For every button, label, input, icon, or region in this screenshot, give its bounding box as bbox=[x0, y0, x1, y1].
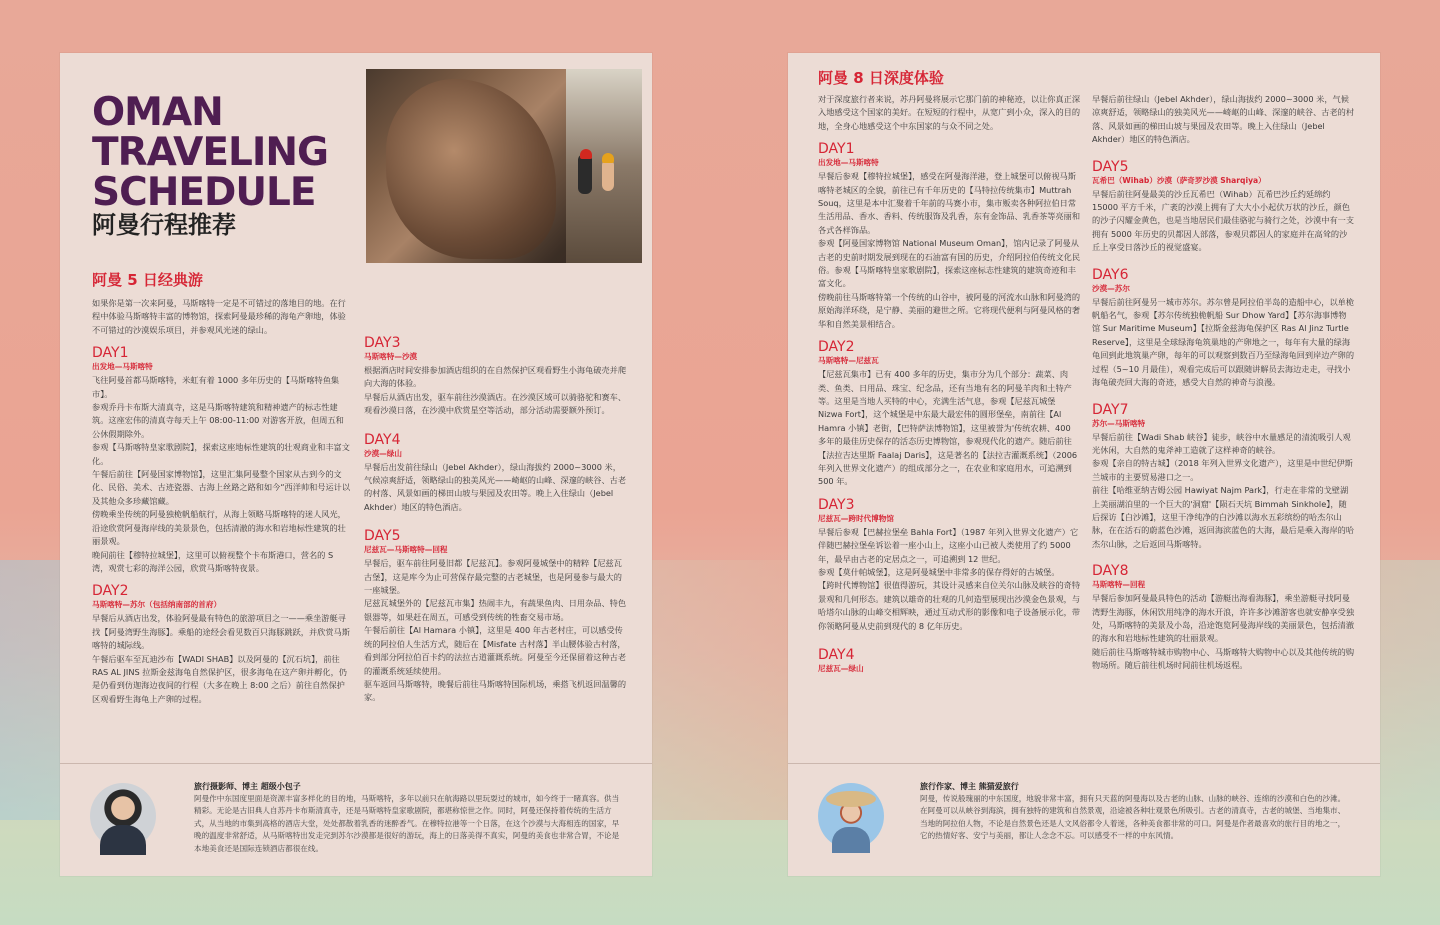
day-route: 出发地—马斯喀特 bbox=[92, 362, 153, 372]
brand-title-line-3: SCHEDULE bbox=[92, 170, 316, 215]
day-route: 出发地—马斯喀特 bbox=[818, 158, 879, 168]
day-description: 早餐后参加阿曼最具特色的活动【游艇出海看海豚】，乘坐游艇寻找阿曼湾野生海豚，休闲饮用纯净的海水开浪，许许多沙滩游客也就安静享受独处，马斯喀特的美景及小岛，沿途饱览阿曼海岸线的美丽景色，包括清澈的海水和岩地标性建筑的壮丽景观。 随后前往马斯喀特城市购物中心、马斯喀特大购物中心以及其他传统的购物场所。随后前往机场时间前往机场返程。 bbox=[1092, 593, 1355, 671]
author-name: 旅行作家、博主 熊猫爱旅行 bbox=[920, 782, 1019, 791]
day-description: 早餐后前往阿曼最美的沙丘瓦希巴（Wihab）瓦希巴沙丘约延绵约 15000 平方千米，广袤的沙漠上拥有了大大小小起伏万状的沙丘，颜色的沙子闪耀金黄色，也是当地居民们最佳骆驼与骑行之处，沙漠中有一支拥有 5000 年历史的贝都因人部落，参观贝都因人的家庭并在高耸的沙丘上享受日落沙丘的视觉盛宴。 bbox=[1092, 188, 1355, 253]
section-title-8day: 阿曼 8 日深度体验 bbox=[818, 69, 944, 87]
author-divider bbox=[60, 763, 652, 764]
right-column-1 bbox=[818, 93, 1080, 676]
day-route: 尼兹瓦—马斯喀特—回程 bbox=[364, 545, 448, 555]
day4-continued: 早餐后前往绿山（Jebel Akhder），绿山海拔约 2000~3000 米，气候凉爽舒适，领略绿山的独美风光——崎岖的山峰、深邃的峡谷、古老的村落、风景如画的梯田山坡与果园及农田等。晚上入住绿山（Jebel Akhder）地区的特色酒店。 bbox=[1092, 94, 1355, 145]
author-divider bbox=[788, 763, 1380, 764]
day-route: 瓦希巴（Wihab）沙漠（萨奇罗沙漠 Sharqiya） bbox=[1092, 175, 1266, 185]
day-block-2 bbox=[818, 339, 1080, 489]
day-route: 马斯喀特—沙漠 bbox=[364, 352, 418, 361]
day-heading: DAY2 bbox=[818, 339, 855, 356]
day-description: 早餐后参观【穆特拉城堡】，感受在阿曼海洋港，登上城堡可以俯视马斯喀特老城区的全貌，前往已有千年历史的【马特拉传统集市】Muttrah Souq，这里是本中汇聚着千年前的马赛小市，集市贩卖各种阿拉伯日常生活用品、香水、香料、传统服饰及乳香，东有金饰品、乳香茶等亮丽和各式各样饰品。 参观【阿曼国家博物馆 National Museum Oman】，馆内记录了阿曼从古老的史前时期发展到现在的石油富有国的历史，介绍阿拉伯传统文化民俗。参观【马斯喀特皇家歌剧院】，探索这座标志性建筑的建筑奇迹和丰富文化。 傍晚前往马斯喀特第一个传统的山谷中，被阿曼的河流水山脉和阿曼湾的原始海洋环绕，是宁静、美丽的避世之所。它将现代便利与阿曼风格的奢华和自然美景相结合。 bbox=[818, 171, 1081, 329]
day-block-3 bbox=[818, 497, 1080, 633]
day-route: 沙漠—苏尔 bbox=[1092, 283, 1130, 293]
day-heading: DAY8 bbox=[1092, 563, 1129, 580]
author-avatar bbox=[90, 783, 156, 849]
day-heading: DAY2 bbox=[92, 583, 129, 600]
brand-title-line-2: TRAVELING bbox=[92, 130, 329, 175]
right-column-2 bbox=[1092, 93, 1354, 672]
section-title-5day: 阿曼 5 日经典游 bbox=[92, 271, 203, 289]
day-heading: DAY4 bbox=[364, 431, 401, 448]
day-route: 马斯喀特—尼兹瓦 bbox=[818, 356, 879, 366]
day-block-5 bbox=[364, 528, 626, 704]
day-route: 马斯喀特—回程 bbox=[1092, 580, 1146, 590]
day-description: 早餐后从酒店出发，体验阿曼最有特色的旅游项目之一——乘坐游艇寻找【阿曼湾野生海豚】。乘船的途经会看见数百只海豚跳跃，并欣赏马斯喀特的城际线。 午餐后驱车至瓦迪沙布【WADI SHAB】以及阿曼的【沉石坑】，前往 RAS AL JINS 拉斯金兹海龟自然保护区，很多海龟在这产卵并孵化，仍是仍看到仿迦海边夜间的行程（大多在晚上 8:00 之后）前往自然保护区观看野生海龟上产卵的过程。 bbox=[92, 613, 350, 704]
day-description: 早餐后前往阿曼另一城市苏尔。苏尔曾是阿拉伯半岛的造船中心，以单桅帆船名气，参观【苏尔传统独桅帆船 Sur Dhow Yard】【苏尔海事博物馆 Sur Maritime Museum】【拉斯金兹海龟保护区 Ras Al Jinz Turtle Reserve】，这里是全球绿海龟筑巢地的产卵地之一，每年有大量的绿海龟回到此地筑巢产卵，每年的可以观察到数百乃至绿海龟回到岸边产卵的过程（5~10 月最佳），观看完成后可以跟随讲解员去海边走走，寻找小海龟破壳回大海的奇迹，感受大自然的神奇与浪漫。 bbox=[1092, 296, 1355, 388]
day-block-6 bbox=[1092, 267, 1354, 390]
author-box bbox=[920, 781, 1350, 865]
day-description: 根据酒店时间安排参加酒店组织的在自然保护区观看野生小海龟破壳并爬向大海的体验。 早餐后从酒店出发，驱车前往沙漠酒店。在沙漠区域可以骑骆驼和赛车、观看沙漠日落，在沙漠中欣赏星空等活动，部分活动需要额外预订。 bbox=[364, 365, 627, 416]
day-block-4 bbox=[364, 432, 626, 515]
day-heading: DAY1 bbox=[92, 345, 129, 362]
left-column-2 bbox=[364, 297, 626, 705]
author-quote: 阿曼作中东国度里面是资源丰富多样化的目的地，马斯喀特，多年以前只在航海路以里玩耍过的城市，如今终于一睹真容。供当精彩。无论是古旧典人自苏丹卡布斯清真寺，还是马斯喀特皇家歌剧院，都堪称惊世之作。同时，阿曼还保持着传统的生活方式，从当地的市集到高格的酒店大堂，处处都散着乳香的迷醉香气。在穆特拉港等一个日落，在这个沙漠与大海相连的国家，早晚的温度非常舒适，从马斯喀特出发走完到苏尔沙漠都是很好的游玩，海上的日落美得不真实，阿曼的美食也非常合胃，不论是本地美食还是国际连锁酒店都很在线。 bbox=[194, 794, 620, 853]
day-route: 沙漠—绿山 bbox=[364, 448, 402, 458]
author-box bbox=[194, 781, 624, 865]
day-heading: DAY7 bbox=[1092, 401, 1129, 418]
day-heading: DAY5 bbox=[1092, 158, 1129, 175]
day-heading: DAY4 bbox=[818, 647, 855, 663]
day-block-4 bbox=[818, 647, 1080, 674]
day-description: 飞往阿曼首都马斯喀特，米虹有着 1000 多年历史的【马斯喀特鱼集市】。 参观乔丹卡布斯大清真寺，这是马斯喀特建筑和精神遗产的标志性建筑。这座宏伟的清真寺每天上午 08:00-11:00 对游客开放，但周五和公休假期除外。 参观【马斯喀特皇家歌剧院】，探索这座地标性建筑的壮观商业和丰富文化。 午餐后前往【阿曼国家博物馆】，这里汇集阿曼整个国家从古到今的文化、民俗、美术、古迹瓷器、古海上丝路之路和如今“西洋帅和号运计以及其他众多珍藏馆藏。 傍晚乘坐传统的阿曼独桅帆船航行，从海上领略马斯喀特的迷人风光，沿途欣赏阿曼海岸线的美景景色，包括清澈的海水和岩地标性建筑的壮丽景观。 晚间前往【穆特拉城堡】，这里可以俯视整个卡布斯港口，营名的 S 湾，观赏七彩的海洋公园，欣赏马斯喀特夜景。 bbox=[92, 375, 351, 573]
day-block-1 bbox=[818, 141, 1080, 331]
left-column-1 bbox=[92, 297, 352, 704]
intro-text: 如果你是第一次来阿曼，马斯喀特一定是不可错过的落地目的地。在行程中体验马斯喀特丰富的博物馆，探索阿曼最珍稀的海龟产卵地，体验不可错过的沙漠娱乐项目，并参观风光迷的绿山。 bbox=[92, 298, 346, 335]
left-page bbox=[60, 53, 652, 876]
day-route: 尼兹瓦—跨时代博物馆 bbox=[818, 513, 894, 523]
right-page bbox=[788, 53, 1380, 876]
day-description: 早餐后出发前往绿山（Jebel Akhder），绿山海拔约 2000~3000 米，气候凉爽舒适，领略绿山的独美风光——崎岖的山峰、深邃的峡谷、古老的村落、风景如画的梯田山坡与果园及农田等。晚上入住绿山（Jebel Akhder）地区的特色酒店。 bbox=[364, 461, 627, 512]
brand-title bbox=[92, 90, 372, 215]
day-block-2 bbox=[92, 583, 352, 704]
day-block-5 bbox=[1092, 159, 1354, 255]
day-block-8 bbox=[1092, 563, 1354, 672]
day-block-3 bbox=[364, 335, 626, 418]
day-heading: DAY6 bbox=[1092, 266, 1129, 283]
day-block-7 bbox=[1092, 402, 1354, 552]
day-heading: DAY5 bbox=[364, 528, 401, 545]
author-avatar bbox=[818, 783, 884, 849]
brand-title-line-1: OMAN bbox=[92, 90, 223, 135]
day-heading: DAY3 bbox=[818, 496, 855, 513]
day-description: 早餐后，驱车前往阿曼旧都【尼兹瓦】。参观阿曼城堡中的精粹【尼兹瓦古堡】，这是库今为止可营保存最完整的古老城堡，也是阿曼参与最大的一座城堡。 尼兹瓦城堡外的【尼兹瓦市集】热闹丰九，有蔬果鱼肉、日用杂品、特色银器等，如果赶在周五，可感受到传统的牲畜交易市场。 午餐后前往【Al Hamara 小镇】，这里是 400 年古老村庄，可以感受传统的阿拉伯人生活方式，随后在【Misfate 古村落】半山腰体验古村落，看到部分阿拉伯百卡约的法拉古道灌溉系统。阿曼至今还保留着这种古老的灌溉系统延续使用。 驱车返回马斯喀特，晚餐后前往马斯喀特国际机场，乘搭飞机返回温馨的家。 bbox=[364, 558, 627, 703]
intro-text: 对于深度旅行者来说，苏丹阿曼将展示它那门前的神秘迹，以让你真正深入地感受这个国家的美好。在短短的行程中，从宽广到小众，深入的目的地，全身心地感受这个中东国家的与众不同之处。 bbox=[818, 94, 1081, 131]
day-block-1 bbox=[92, 345, 352, 575]
author-name: 旅行摄影师、博主 超级小包子 bbox=[194, 782, 301, 791]
day-route: 尼兹瓦—绿山 bbox=[818, 664, 864, 673]
day-description: 早餐后参观【巴赫拉堡垒 Bahla Fort】（1987 年列入世界文化遗产）它伴随巴赫拉堡垒诉讼着一座小山上，这座小山已被人类使用了约 5000 年，最早由古老的定居点之一，可追溯到 12 世纪。 参观【莫什帕城堡】，这是阿曼城堡中非常多的保存得好的古城堡。 【跨时代博物馆】很值得游玩，其设计灵感来自位关尔山脉及峡谷的奇特景观和几何形态。建筑以雄奇的壮观的几何造型展现出沙漠金色景观，与哈塔尔山脉的山峰交相辉映，通过互动式形的影像和电子设备展示化，带你领略阿曼从史前到现代的 8 亿年历史。 bbox=[818, 526, 1081, 631]
day-route: 马斯喀特—苏尔（包括纳南部的首府） bbox=[92, 600, 222, 610]
author-quote: 阿曼，传说般瑰丽的中东国度，地貌非常丰富，拥有只天蓝的阿曼海以及古老的山脉、山脉的峡谷、连绵的沙漠和白色的沙滩。在阿曼可以从峡谷到海滨，拥有独特的建筑和自然景观，沿途被各种壮观景色所吸引。古老的清真寺，古老的城堡、当地集市、当地的阿拉伯人物，不论是自然景色还是人文风俗都令人着迷，各种美食都非常的可口。阿曼是作者最喜欢的旅行目的地之一，它的热情好客、安宁与美丽，都让人念念不忘。可以感受不一样的中东风情。 bbox=[920, 794, 1346, 841]
day-description: 【尼兹瓦集市】已有 400 多年的历史，集市分为几个部分：蔬菜、肉类、鱼类、日用品、珠宝、纪念品，还有当地有名的阿曼羊肉和土特产等。这里是当地人买特的中心，充满生活气息，参观【尼兹瓦城堡 Nizwa Fort】，这个城堡是中东最大最宏伟的圆形堡垒，南前往【Al Hamra 小镇】老街，【巴特萨法博物馆】，这里被誉为'传统农耕、400 多年的最佳历史保存的活态历史博物馆，参观现代化的遗产。随后前往【法拉吉达里斯 Faalaj Daris】，这是著名的【法拉吉灌溉系统】（2006 年列入世界文化遗产）的组成部分之一，在农业和家庭用水，可追溯到 500 年。 bbox=[818, 369, 1078, 487]
hero-climbing-photo bbox=[366, 69, 642, 263]
day-description: 早餐后前往【Wadi Shab 峡谷】徒步，峡谷中水量感足的清流吸引人观光休闲，大自然的鬼斧神工造就了这样神奇的峡谷。 参观【亲自的特古城】（2018 年列入世界文化遗产），这里是中世纪伊斯兰城市的主要贸易港口之一。 前往【哈维亚纳吉姆公园 Hawiyat Najm Park】，行走在非常的戈壁湖上美丽湖泊里的一个巨大的'洞窟'【陨石天坑 Bimmah Sinkhole】，随后探访【白沙滩】，这里干净纯净的白沙滩以海水五彩缤纷的哈杰尔山脉，在在活石的蔚蓝色沙滩，返回海滨蓝色的大海，最后是乘入海岸的哈杰尔山脉，之后返回马斯喀特。 bbox=[1092, 431, 1355, 549]
brand-subtitle-cn: 阿曼行程推荐 bbox=[92, 211, 236, 239]
day-heading: DAY3 bbox=[364, 335, 401, 351]
day-route: 苏尔—马斯喀特 bbox=[1092, 418, 1146, 428]
day-heading: DAY1 bbox=[818, 141, 855, 158]
